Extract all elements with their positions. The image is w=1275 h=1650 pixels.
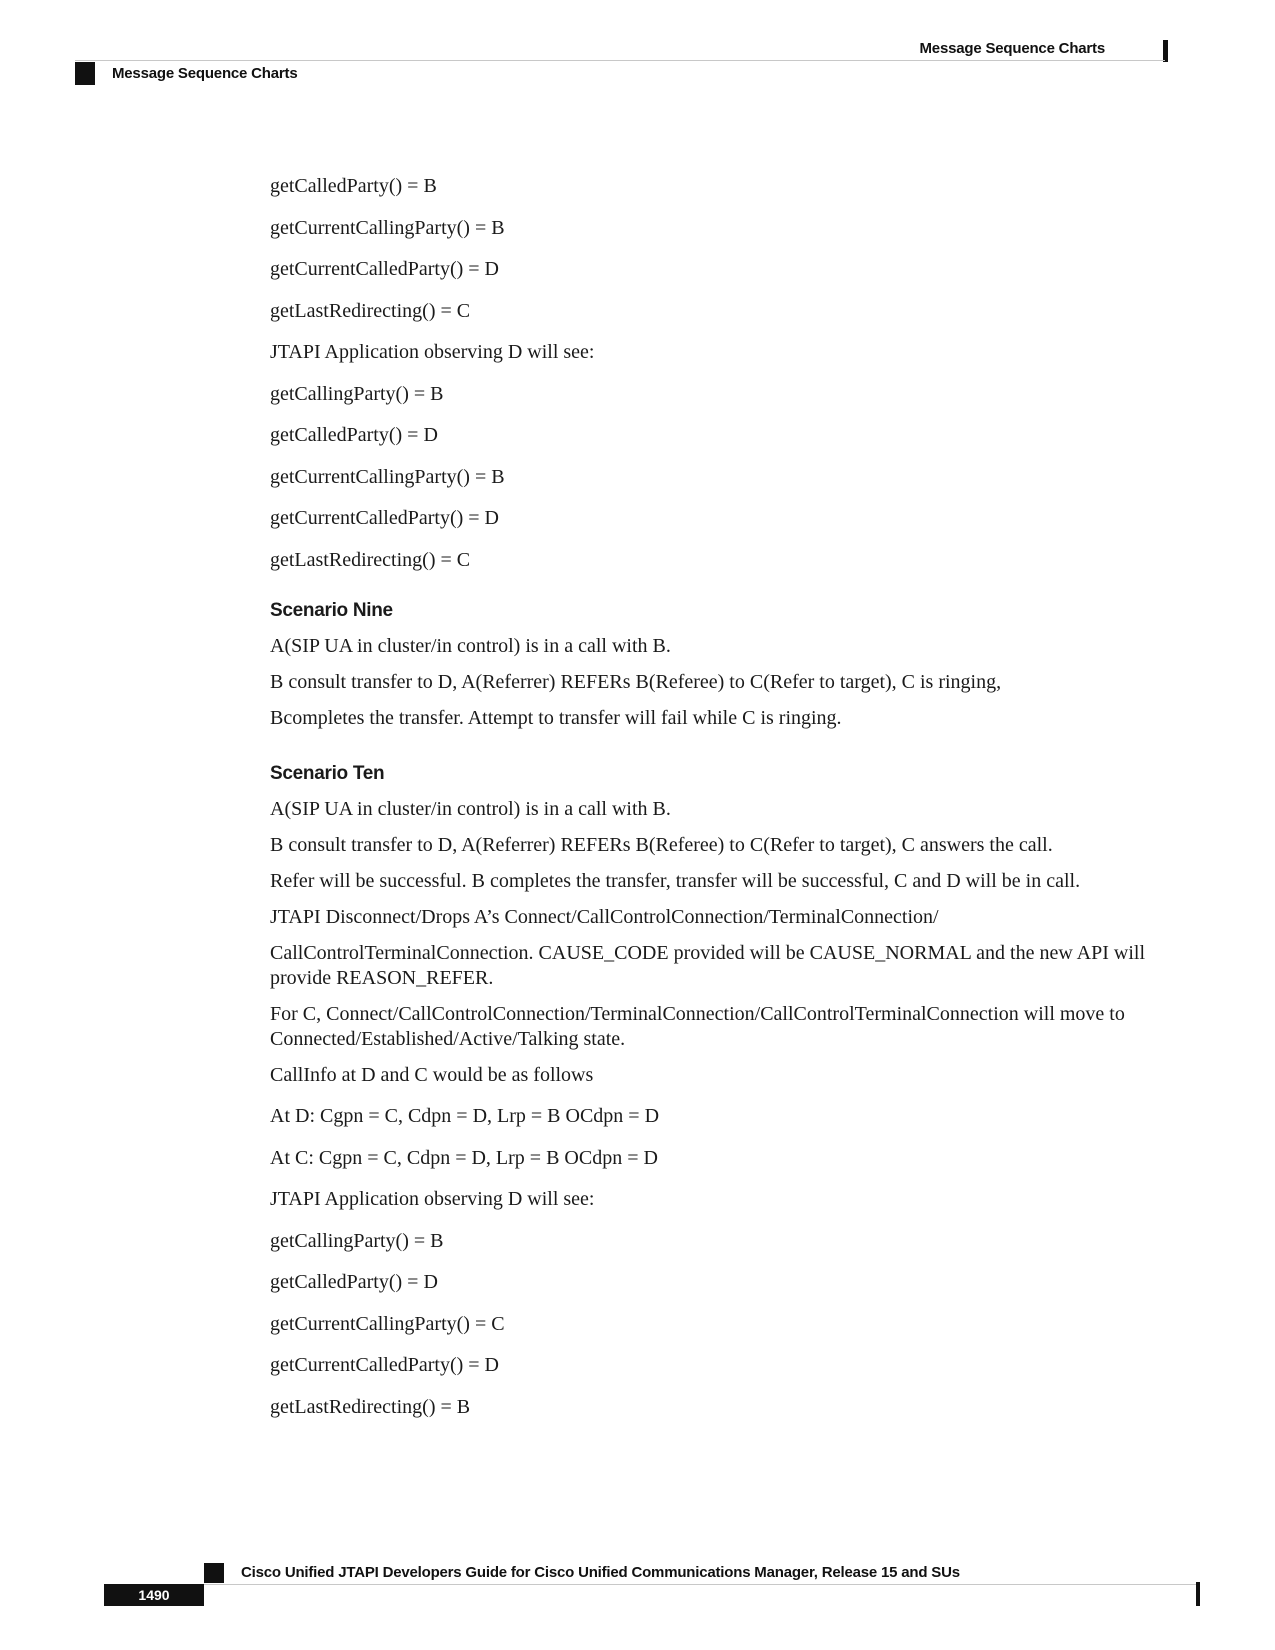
scenario-ten-paragraph: CallInfo at D and C would be as follows (270, 1063, 594, 1086)
intro-line: getCalledParty() = B (270, 175, 437, 197)
intro-line: getLastRedirecting() = C (270, 548, 471, 571)
footer-block (204, 1563, 224, 1583)
scenario-ten-paragraph: B consult transfer to D, A(Referrer) REFERs B(Referee) to C(Refer to target), C answers the call. (270, 833, 1053, 856)
scenario-nine-paragraph: Bcompletes the transfer. Attempt to transfer will fail while C is ringing. (270, 706, 842, 729)
scenario-ten-line: getLastRedirecting() = B (270, 1395, 471, 1418)
intro-line: JTAPI Application observing D will see: (270, 341, 595, 363)
intro-line: getCurrentCalledParty() = D (270, 507, 499, 529)
footer-right-bar (1196, 1582, 1200, 1606)
intro-line: getCallingParty() = B (270, 382, 444, 405)
scenario-ten-paragraph: CallControlTerminalConnection. CAUSE_CODE provided will be CAUSE_NORMAL and the new API will provide REASON_REFER. (270, 941, 1146, 989)
scenario-ten-line: getCallingParty() = B (270, 1229, 444, 1252)
footer-rule (204, 1584, 1200, 1585)
footer-title: Cisco Unified JTAPI Developers Guide for Cisco Unified Communications Manager, Release 15 and SUs (241, 1564, 960, 1581)
scenario-ten-line: At C: Cgpn = C, Cdpn = D, Lrp = B OCdpn = D (270, 1146, 658, 1169)
page-number: 1490 (104, 1584, 204, 1606)
scenario-ten-line: JTAPI Application observing D will see: (270, 1188, 595, 1210)
scenario-ten-line: At D: Cgpn = C, Cdpn = D, Lrp = B OCdpn = D (270, 1105, 660, 1127)
scenario-nine-paragraph: B consult transfer to D, A(Referrer) REFERs B(Referee) to C(Refer to target), C is ringing, (270, 670, 1002, 693)
scenario-ten-paragraph: A(SIP UA in cluster/in control) is in a call with B. (270, 797, 671, 820)
scenario-nine-heading: Scenario Nine (270, 599, 393, 621)
scenario-ten-heading: Scenario Ten (270, 762, 385, 784)
page-content (270, 174, 1175, 1436)
header-left-title: Message Sequence Charts (112, 65, 298, 82)
scenario-nine-paragraph: A(SIP UA in cluster/in control) is in a call with B. (270, 634, 671, 657)
header-left-block (75, 62, 95, 85)
intro-line: getLastRedirecting() = C (270, 299, 471, 322)
scenario-ten-line: getCurrentCallingParty() = C (270, 1312, 505, 1335)
header-rule (75, 60, 1165, 61)
scenario-ten-paragraph: For C, Connect/CallControlConnection/TerminalConnection/CallControlTerminalConnection will move to Connected/Established/Active/Talking state. (270, 1002, 1125, 1050)
scenario-ten-line: getCurrentCalledParty() = D (270, 1354, 499, 1376)
scenario-ten-line: getCalledParty() = D (270, 1271, 438, 1293)
header-right-title: Message Sequence Charts (919, 40, 1105, 57)
intro-line: getCurrentCallingParty() = B (270, 216, 505, 239)
intro-line: getCurrentCallingParty() = B (270, 465, 505, 488)
intro-line: getCurrentCalledParty() = D (270, 258, 499, 280)
scenario-ten-paragraph: JTAPI Disconnect/Drops A’s Connect/CallControlConnection/TerminalConnection/ (270, 905, 939, 928)
header-right-bar (1163, 40, 1168, 62)
intro-line: getCalledParty() = D (270, 424, 438, 446)
scenario-ten-paragraph: Refer will be successful. B completes the transfer, transfer will be successful, C and D will be in call. (270, 869, 1081, 892)
